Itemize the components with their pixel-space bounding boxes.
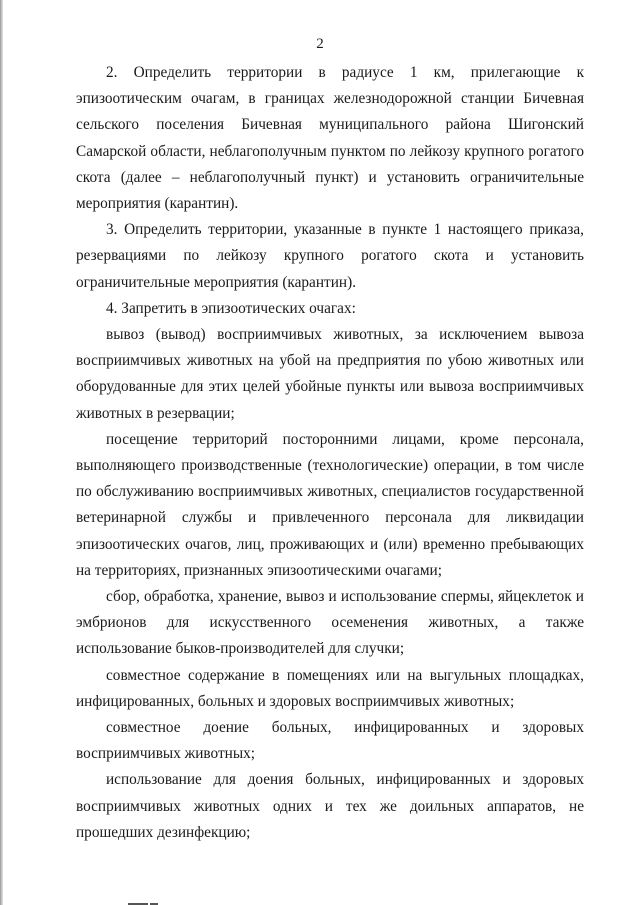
- prohibition-visiting-territories: посещение территорий посторонними лицами, кроме персонала, выполняющего производственные (технологические) операции, в том числе по обслуживанию восприимчивых животных, специалистов государственной ветеринарной службы и привлеченного персонала для ликвидации эпизоотических очагов, лиц, проживающих и (или) временно пребывающих на территориях, признанных эпизоотическими очагами;: [76, 430, 584, 579]
- paragraph-item-2: 2. Определить территории в радиусе 1 км, прилегающие к эпизоотическим очагам, в границах железнодорожной станции Бичевная сельского поселения Бичевная муниципального района Шигонский Самарской области, неблагополучным пунктом по лейкозу крупного рогатого скота (далее – неблагополучный пункт) и установить ограничительные мероприятия (карантин).: [76, 64, 584, 213]
- paragraph-item-3: 3. Определить территории, указанные в пункте 1 настоящего приказа, резервациями по лейкозу крупного рогатого скота и установить ограничительные мероприятия (карантин).: [76, 221, 584, 291]
- page-number: 2: [316, 36, 324, 52]
- paragraph-item-4: 4. Запретить в эпизоотических очагах:: [106, 299, 356, 317]
- prohibition-shared-milking-machines: использование для доения больных, инфицированных и здоровых восприимчивых животных одних и тех же доильных аппаратов, не прошедших дезинфекцию;: [76, 771, 584, 841]
- document-body: [76, 60, 584, 846]
- prohibition-export-animals: вывоз (вывод) восприимчивых животных, за исключением вывоза восприимчивых животных на убой на предприятия по убою животных или оборудованные для этих целей убойные пункты или вывоза восприимчивых животных в резервации;: [76, 326, 584, 422]
- prohibition-joint-milking: совместное доение больных, инфицированных и здоровых восприимчивых животных;: [76, 719, 584, 763]
- prohibition-joint-keeping: совместное содержание в помещениях или на выгульных площадках, инфицированных, больных и здоровых восприимчивых животных;: [76, 666, 584, 710]
- prohibition-sperm-embryos: сбор, обработка, хранение, вывоз и использование спермы, яйцеклеток и эмбрионов для искусственного осеменения животных, а также использование быков-производителей для случки;: [76, 588, 584, 658]
- scan-left-edge: [0, 0, 3, 905]
